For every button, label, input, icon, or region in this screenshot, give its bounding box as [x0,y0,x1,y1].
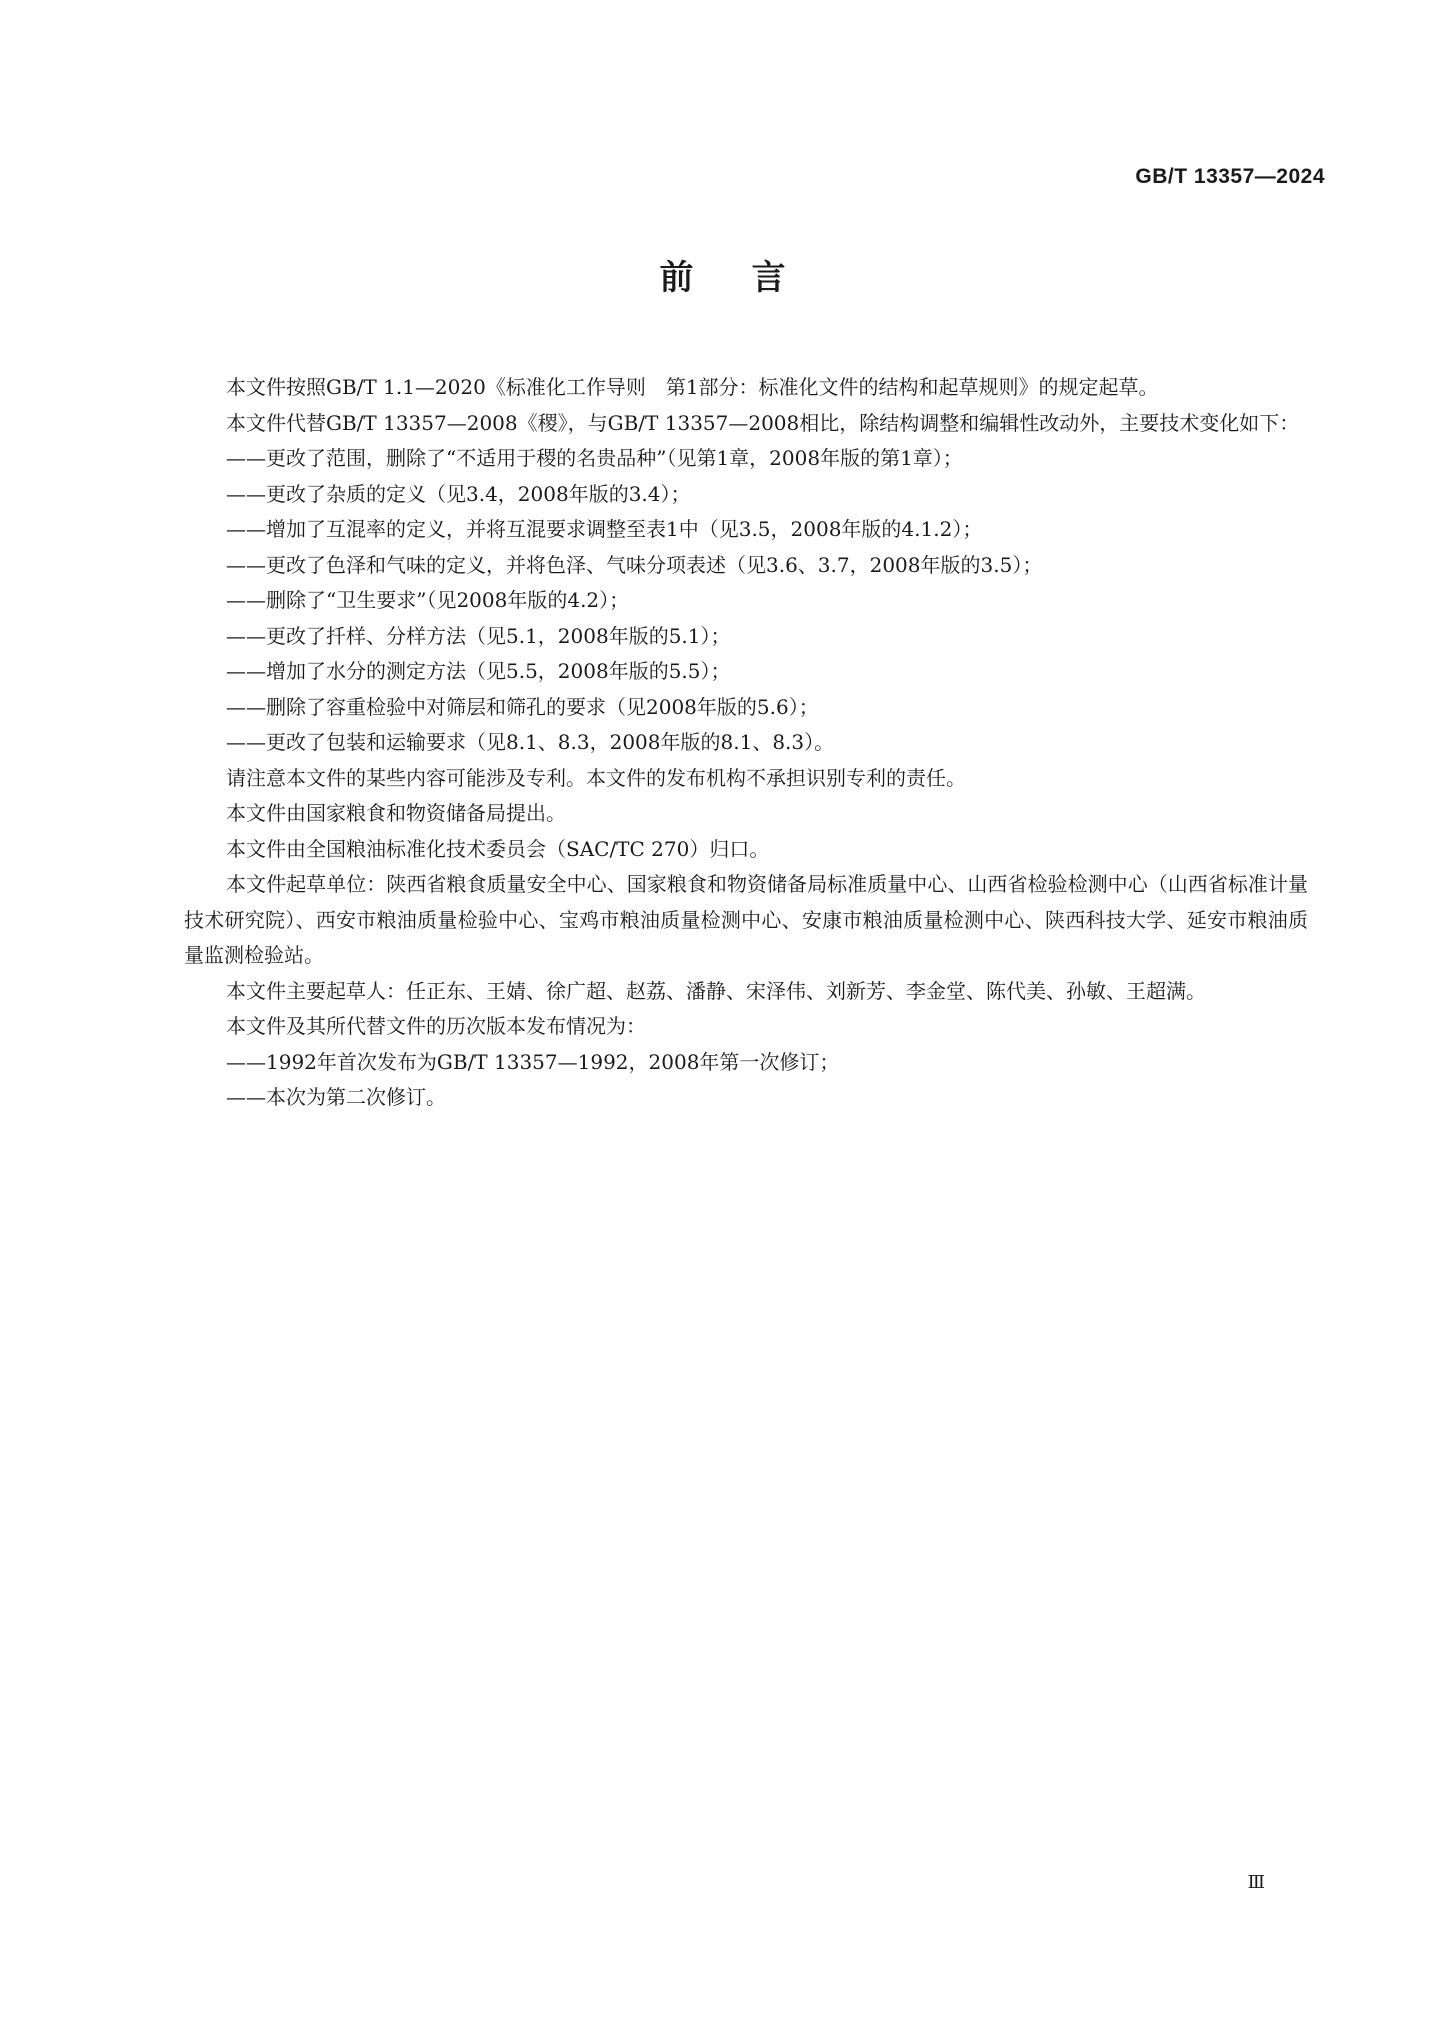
paragraph-committee: 本文件由全国粮油标准化技术委员会（SAC/TC 270）归口。 [226,836,770,861]
history-item: ——本次为第二次修订。 [226,1085,446,1109]
paragraph-proposer: 本文件由国家粮食和物资储备局提出。 [226,801,566,825]
history-item: ——1992年首次发布为GB/T 13357—1992，2008年第一次修订； [226,1049,840,1074]
paragraph-history-intro: 本文件及其所代替文件的历次版本发布情况为： [226,1014,646,1038]
change-item: ——删除了容重检验中对筛层和筛孔的要求（见2008年版的5.6）； [226,694,819,719]
paragraph-drafters: 本文件主要起草人：任正东、王婧、徐广超、赵荔、潘静、宋泽伟、刘新芳、李金堂、陈代美、孙敏、王超满。 [226,978,1206,1003]
change-item: ——删除了“卫生要求”（见2008年版的4.2）； [226,588,630,612]
change-item: ——更改了色泽和气味的定义，并将色泽、气味分项表述（见3.6、3.7，2008年版的3.5）； [226,552,1043,577]
change-item: ——增加了水分的测定方法（见5.5，2008年版的5.5）； [226,659,731,683]
change-item: ——更改了包装和运输要求（见8.1、8.3，2008年版的8.1、8.3）。 [226,730,835,754]
change-item: ——更改了杂质的定义（见3.4，2008年版的3.4）； [226,481,691,506]
paragraph-patent-note: 请注意本文件的某些内容可能涉及专利。本文件的发布机构不承担识别专利的责任。 [226,765,966,790]
foreword-content [184,370,1308,1116]
paragraph-drafting-units: 本文件起草单位：陕西省粮食质量安全中心、国家粮食和物资储备局标准质量中心、山西省检验检测中心（山西省标准计量技术研究院）、西安市粮油质量检验中心、宝鸡市粮油质量检测中心、安康市粮油质量检测中心、陕西科技大学、延安市粮油质量监测检验站。 [184,872,1308,967]
page-title: 前言 [659,258,844,298]
change-item: ——更改了范围，删除了“不适用于稷的名贵品种”（见第1章，2008年版的第1章）； [226,446,963,470]
change-item: ——更改了扦样、分样方法（见5.1，2008年版的5.1）； [226,623,731,648]
paragraph-replacement: 本文件代替GB/T 13357—2008《稷》，与GB/T 13357—2008相比，除结构调整和编辑性改动外，主要技术变化如下： [226,410,1300,435]
standard-number: GB/T 13357—2024 [1135,165,1325,188]
change-item: ——增加了互混率的定义，并将互混要求调整至表1中（见3.5，2008年版的4.1.2）； [226,517,983,541]
page-number: Ⅲ [1247,1872,1265,1893]
paragraph-drafting-rules: 本文件按照GB/T 1.1—2020《标准化工作导则 第1部分：标准化文件的结构和起草规则》的规定起草。 [226,375,1159,399]
